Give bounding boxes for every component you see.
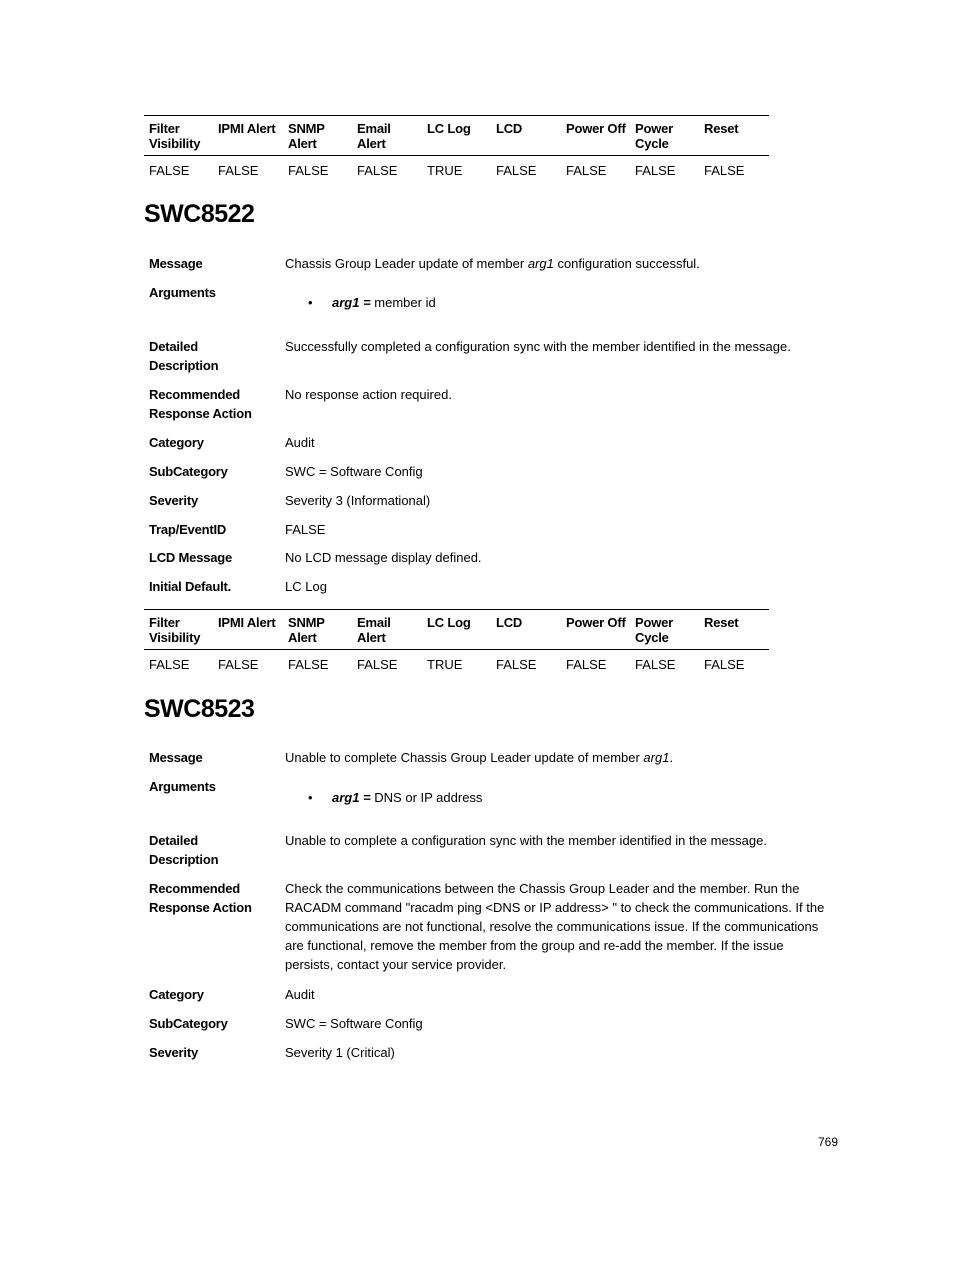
lcd-message-value: No LCD message display defined.: [285, 550, 482, 565]
category-label: Category: [149, 987, 204, 1002]
recommended-line: RACADM command "racadm ping <DNS or IP address> " to check the communications. If the: [285, 900, 825, 915]
cell-lc-log: TRUE: [427, 657, 463, 672]
header-lc-log: LC Log: [427, 615, 471, 630]
cell-lc-log: TRUE: [427, 163, 463, 178]
severity-value: Severity 3 (Informational): [285, 493, 431, 508]
subcategory-label: SubCategory: [149, 1016, 228, 1031]
cell-lcd: FALSE: [496, 657, 537, 672]
cell-power-cycle: FALSE: [635, 163, 676, 178]
arguments-label: Arguments: [149, 779, 216, 794]
cell-power-cycle: FALSE: [635, 657, 676, 672]
section-heading: SWC8523: [144, 695, 255, 723]
arguments-label: Arguments: [149, 285, 216, 300]
recommended-action-label: Recommended Response Action: [149, 881, 252, 915]
recommended-action-value: [285, 879, 830, 974]
recommended-line: are functional, remove the member from the group and re-add the member. If the issue: [285, 938, 784, 953]
cell-ipmi-alert: FALSE: [218, 163, 259, 178]
message-label: Message: [149, 750, 203, 765]
cell-ipmi-alert: FALSE: [218, 657, 259, 672]
subcategory-value: SWC = Software Config: [285, 1016, 423, 1031]
message-value: Chassis Group Leader update of member arg1 configuration successful.: [285, 256, 700, 271]
severity-value: Severity 1 (Critical): [285, 1045, 395, 1060]
header-ipmi-alert: IPMI Alert: [218, 121, 276, 136]
cell-reset: FALSE: [704, 657, 745, 672]
cell-email-alert: FALSE: [357, 163, 398, 178]
table-header-rule: [144, 155, 769, 156]
header-snmp-alert: SNMP Alert: [288, 121, 325, 151]
table-top-rule: [144, 609, 769, 610]
header-reset: Reset: [704, 121, 739, 136]
page-number: 769: [818, 1135, 839, 1149]
recommended-action-label: Recommended Response Action: [149, 387, 252, 421]
header-email-alert: Email Alert: [357, 615, 391, 645]
argument-item: arg1 = DNS or IP address: [332, 790, 483, 805]
cell-email-alert: FALSE: [357, 657, 398, 672]
category-label: Category: [149, 435, 204, 450]
header-email-alert: Email Alert: [357, 121, 391, 151]
cell-filter-visibility: FALSE: [149, 163, 190, 178]
header-filter-visibility: Filter Visibility: [149, 121, 201, 151]
header-ipmi-alert: IPMI Alert: [218, 615, 276, 630]
header-lcd: LCD: [496, 615, 523, 630]
section-heading: SWC8522: [144, 200, 255, 228]
message-label: Message: [149, 256, 203, 271]
cell-power-off: FALSE: [566, 163, 607, 178]
subcategory-value: SWC = Software Config: [285, 464, 423, 479]
header-power-cycle: Power Cycle: [635, 615, 674, 645]
initial-default-value: LC Log: [285, 579, 327, 594]
header-filter-visibility: Filter Visibility: [149, 615, 201, 645]
detailed-description-label: Detailed Description: [149, 833, 219, 867]
severity-label: Severity: [149, 493, 198, 508]
message-value: Unable to complete Chassis Group Leader update of member arg1.: [285, 750, 674, 765]
table-top-rule: [144, 115, 769, 116]
header-snmp-alert: SNMP Alert: [288, 615, 325, 645]
severity-label: Severity: [149, 1045, 198, 1060]
argument-item: arg1 = member id: [332, 295, 436, 310]
recommended-line: communications are not functional, resolve the communications issue. If the communications: [285, 919, 819, 934]
cell-snmp-alert: FALSE: [288, 163, 329, 178]
trap-eventid-value: FALSE: [285, 522, 326, 537]
header-lc-log: LC Log: [427, 121, 471, 136]
trap-eventid-label: Trap/EventID: [149, 522, 227, 537]
initial-default-label: Initial Default.: [149, 579, 232, 594]
header-lcd: LCD: [496, 121, 523, 136]
recommended-action-value: No response action required.: [285, 387, 452, 402]
header-power-cycle: Power Cycle: [635, 121, 674, 151]
category-value: Audit: [285, 435, 315, 450]
detailed-description-value: Unable to complete a configuration sync with the member identified in the message.: [285, 833, 767, 848]
recommended-line: persists, contact your service provider.: [285, 957, 507, 972]
header-power-off: Power Off: [566, 121, 626, 136]
lcd-message-label: LCD Message: [149, 550, 233, 565]
table-header-rule: [144, 649, 769, 650]
bullet-icon: •: [308, 295, 313, 310]
header-reset: Reset: [704, 615, 739, 630]
header-power-off: Power Off: [566, 615, 626, 630]
category-value: Audit: [285, 987, 315, 1002]
detailed-description-label: Detailed Description: [149, 339, 219, 373]
subcategory-label: SubCategory: [149, 464, 228, 479]
cell-reset: FALSE: [704, 163, 745, 178]
cell-filter-visibility: FALSE: [149, 657, 190, 672]
cell-snmp-alert: FALSE: [288, 657, 329, 672]
detailed-description-value: Successfully completed a configuration sync with the member identified in the message.: [285, 339, 791, 354]
cell-power-off: FALSE: [566, 657, 607, 672]
cell-lcd: FALSE: [496, 163, 537, 178]
bullet-icon: •: [308, 790, 313, 805]
recommended-line: Check the communications between the Chassis Group Leader and the member. Run the: [285, 881, 800, 896]
